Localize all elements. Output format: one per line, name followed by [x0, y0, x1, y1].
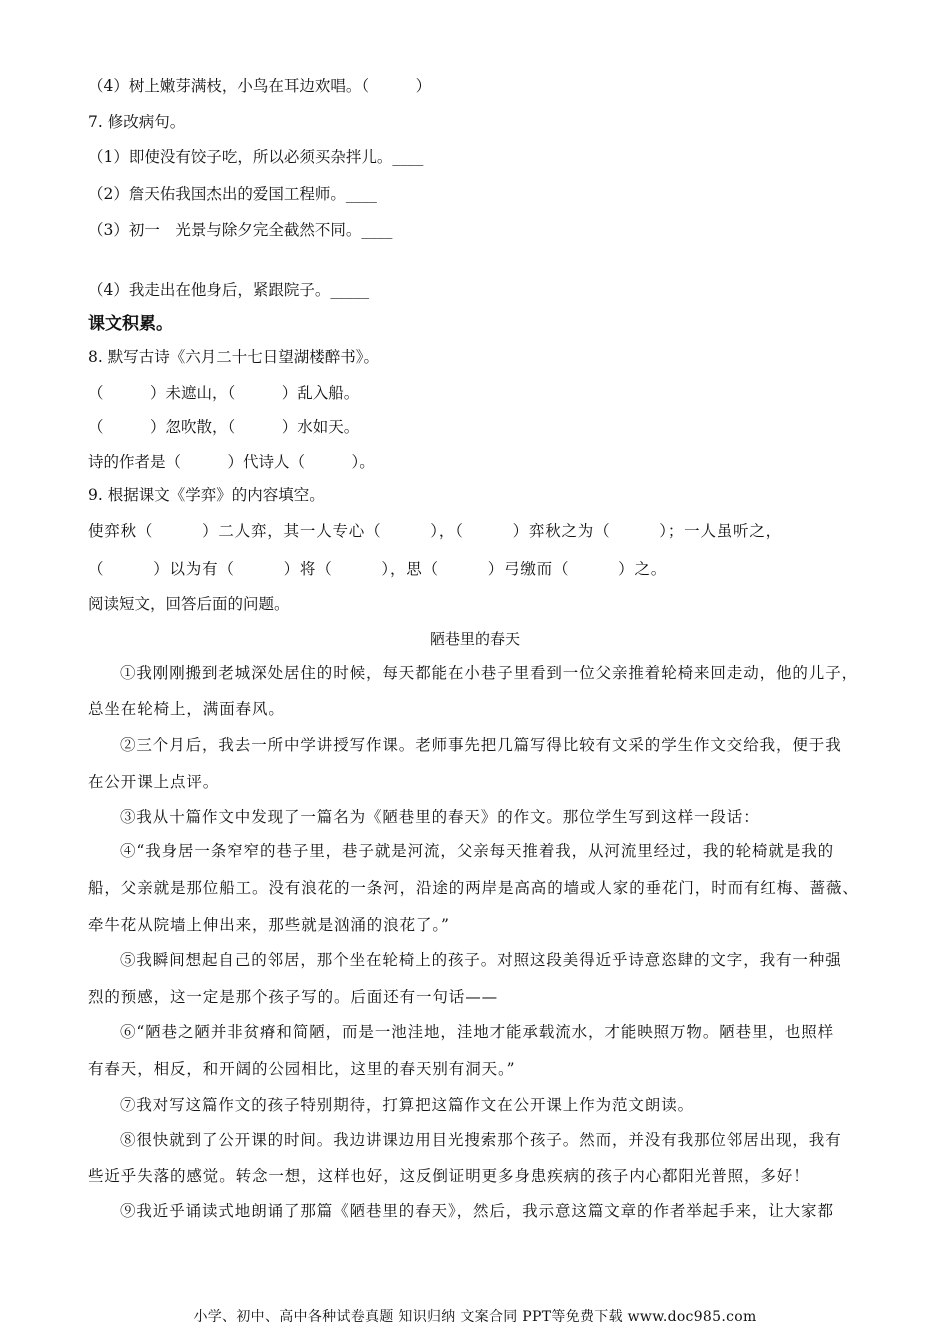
- q7-item-1: （1）即使没有饺子吃，所以必须买杂拌儿。____: [88, 148, 424, 166]
- page-footer: 小学、初中、高中各种试卷真题 知识归纳 文案合同 PPT等免费下载 www.doc985.com: [193, 1309, 757, 1325]
- reading-paragraph-9-line-1: ⑨我近乎诵读式地朗诵了那篇《陋巷里的春天》，然后，我示意这篇文章的作者举起手来，让大家都: [120, 1202, 834, 1220]
- q6-item-4: （4）树上嫩芽满枝，小鸟在耳边欢唱。（ ）: [88, 77, 432, 95]
- q9-line-1: 使弈秋（ ）二人弈，其一人专心（ ），（ ）弈秋之为（ ）；一人虽听之，: [88, 522, 782, 540]
- q8-title: 8. 默写古诗《六月二十七日望湖楼醉书》。: [88, 348, 379, 366]
- q8-line-1: （ ）未遮山，（ ）乱入船。: [88, 384, 360, 402]
- reading-paragraph-4-line-3: 牵牛花从院墙上伸出来，那些就是汹涌的浪花了。”: [88, 916, 450, 934]
- reading-paragraph-1-line-2: 总坐在轮椅上，满面春风。: [88, 700, 285, 718]
- reading-paragraph-5-line-1: ⑤我瞬间想起自己的邻居，那个坐在轮椅上的孩子。对照这段美得近乎诗意恣肆的文字，我有一种强: [120, 951, 842, 969]
- q7-item-3: （3）初一 光景与除夕完全截然不同。____: [88, 221, 393, 239]
- q7-item-2: （2）詹天佑我国杰出的爱国工程师。____: [88, 185, 377, 203]
- reading-paragraph-2-line-2: 在公开课上点评。: [88, 773, 220, 791]
- reading-paragraph-6-line-2: 有春天，相反，和开阔的公园相比，这里的春天别有洞天。”: [88, 1060, 516, 1078]
- q9-title: 9. 根据课文《学弈》的内容填空。: [88, 486, 325, 504]
- reading-paragraph-1-line-1: ①我刚刚搬到老城深处居住的时候，每天都能在小巷子里看到一位父亲推着轮椅来回走动，他的儿子，: [120, 664, 859, 682]
- reading-intro: 阅读短文，回答后面的问题。: [88, 595, 290, 613]
- reading-paragraph-4-line-2: 船，父亲就是那位船工。没有浪花的一条河，沿途的两岸是高高的墙或人家的垂花门，时而有红梅、蔷薇、: [88, 879, 859, 897]
- reading-paragraph-3-line-1: ③我从十篇作文中发现了一篇名为《陋巷里的春天》的作文。那位学生写到这样一段话：: [120, 808, 760, 826]
- reading-paragraph-8-line-1: ⑧很快就到了公开课的时间。我边讲课边用目光搜索那个孩子。然而，并没有我那位邻居出现，我有: [120, 1131, 842, 1149]
- q9-line-2: （ ）以为有（ ）将（ ），思（ ）弓缴而（ ）之。: [88, 560, 668, 578]
- reading-paragraph-6-line-1: ⑥“陋巷之陋并非贫瘠和简陋，而是一池洼地，洼地才能承载流水，才能映照万物。陋巷里，也照样: [120, 1023, 835, 1041]
- q8-line-3: 诗的作者是（ ）代诗人（ ）。: [88, 453, 375, 471]
- q8-line-2: （ ）忽吹散，（ ）水如天。: [88, 418, 360, 436]
- reading-paragraph-7-line-1: ⑦我对写这篇作文的孩子特别期待，打算把这篇作文在公开课上作为范文朗读。: [120, 1096, 695, 1114]
- section-heading: 课文积累。: [88, 314, 173, 334]
- reading-paragraph-2-line-1: ②三个月后，我去一所中学讲授写作课。老师事先把几篇写得比较有文采的学生作文交给我，便于我: [120, 736, 842, 754]
- reading-paragraph-4-line-1: ④“我身居一条窄窄的巷子里，巷子就是河流，父亲每天推着我，从河流里经过，我的轮椅就是我的: [120, 842, 835, 860]
- q7-title: 7. 修改病句。: [88, 113, 186, 131]
- q7-item-4: （4）我走出在他身后，紧跟院子。_____: [88, 281, 370, 299]
- reading-paragraph-5-line-2: 烈的预感，这一定是那个孩子写的。后面还有一句话——: [88, 988, 499, 1006]
- reading-title: 陋巷里的春天: [429, 630, 520, 648]
- reading-paragraph-8-line-2: 些近乎失落的感觉。转念一想，这样也好，这反倒证明更多身患疾病的孩子内心都阳光普照，多好！: [88, 1167, 810, 1185]
